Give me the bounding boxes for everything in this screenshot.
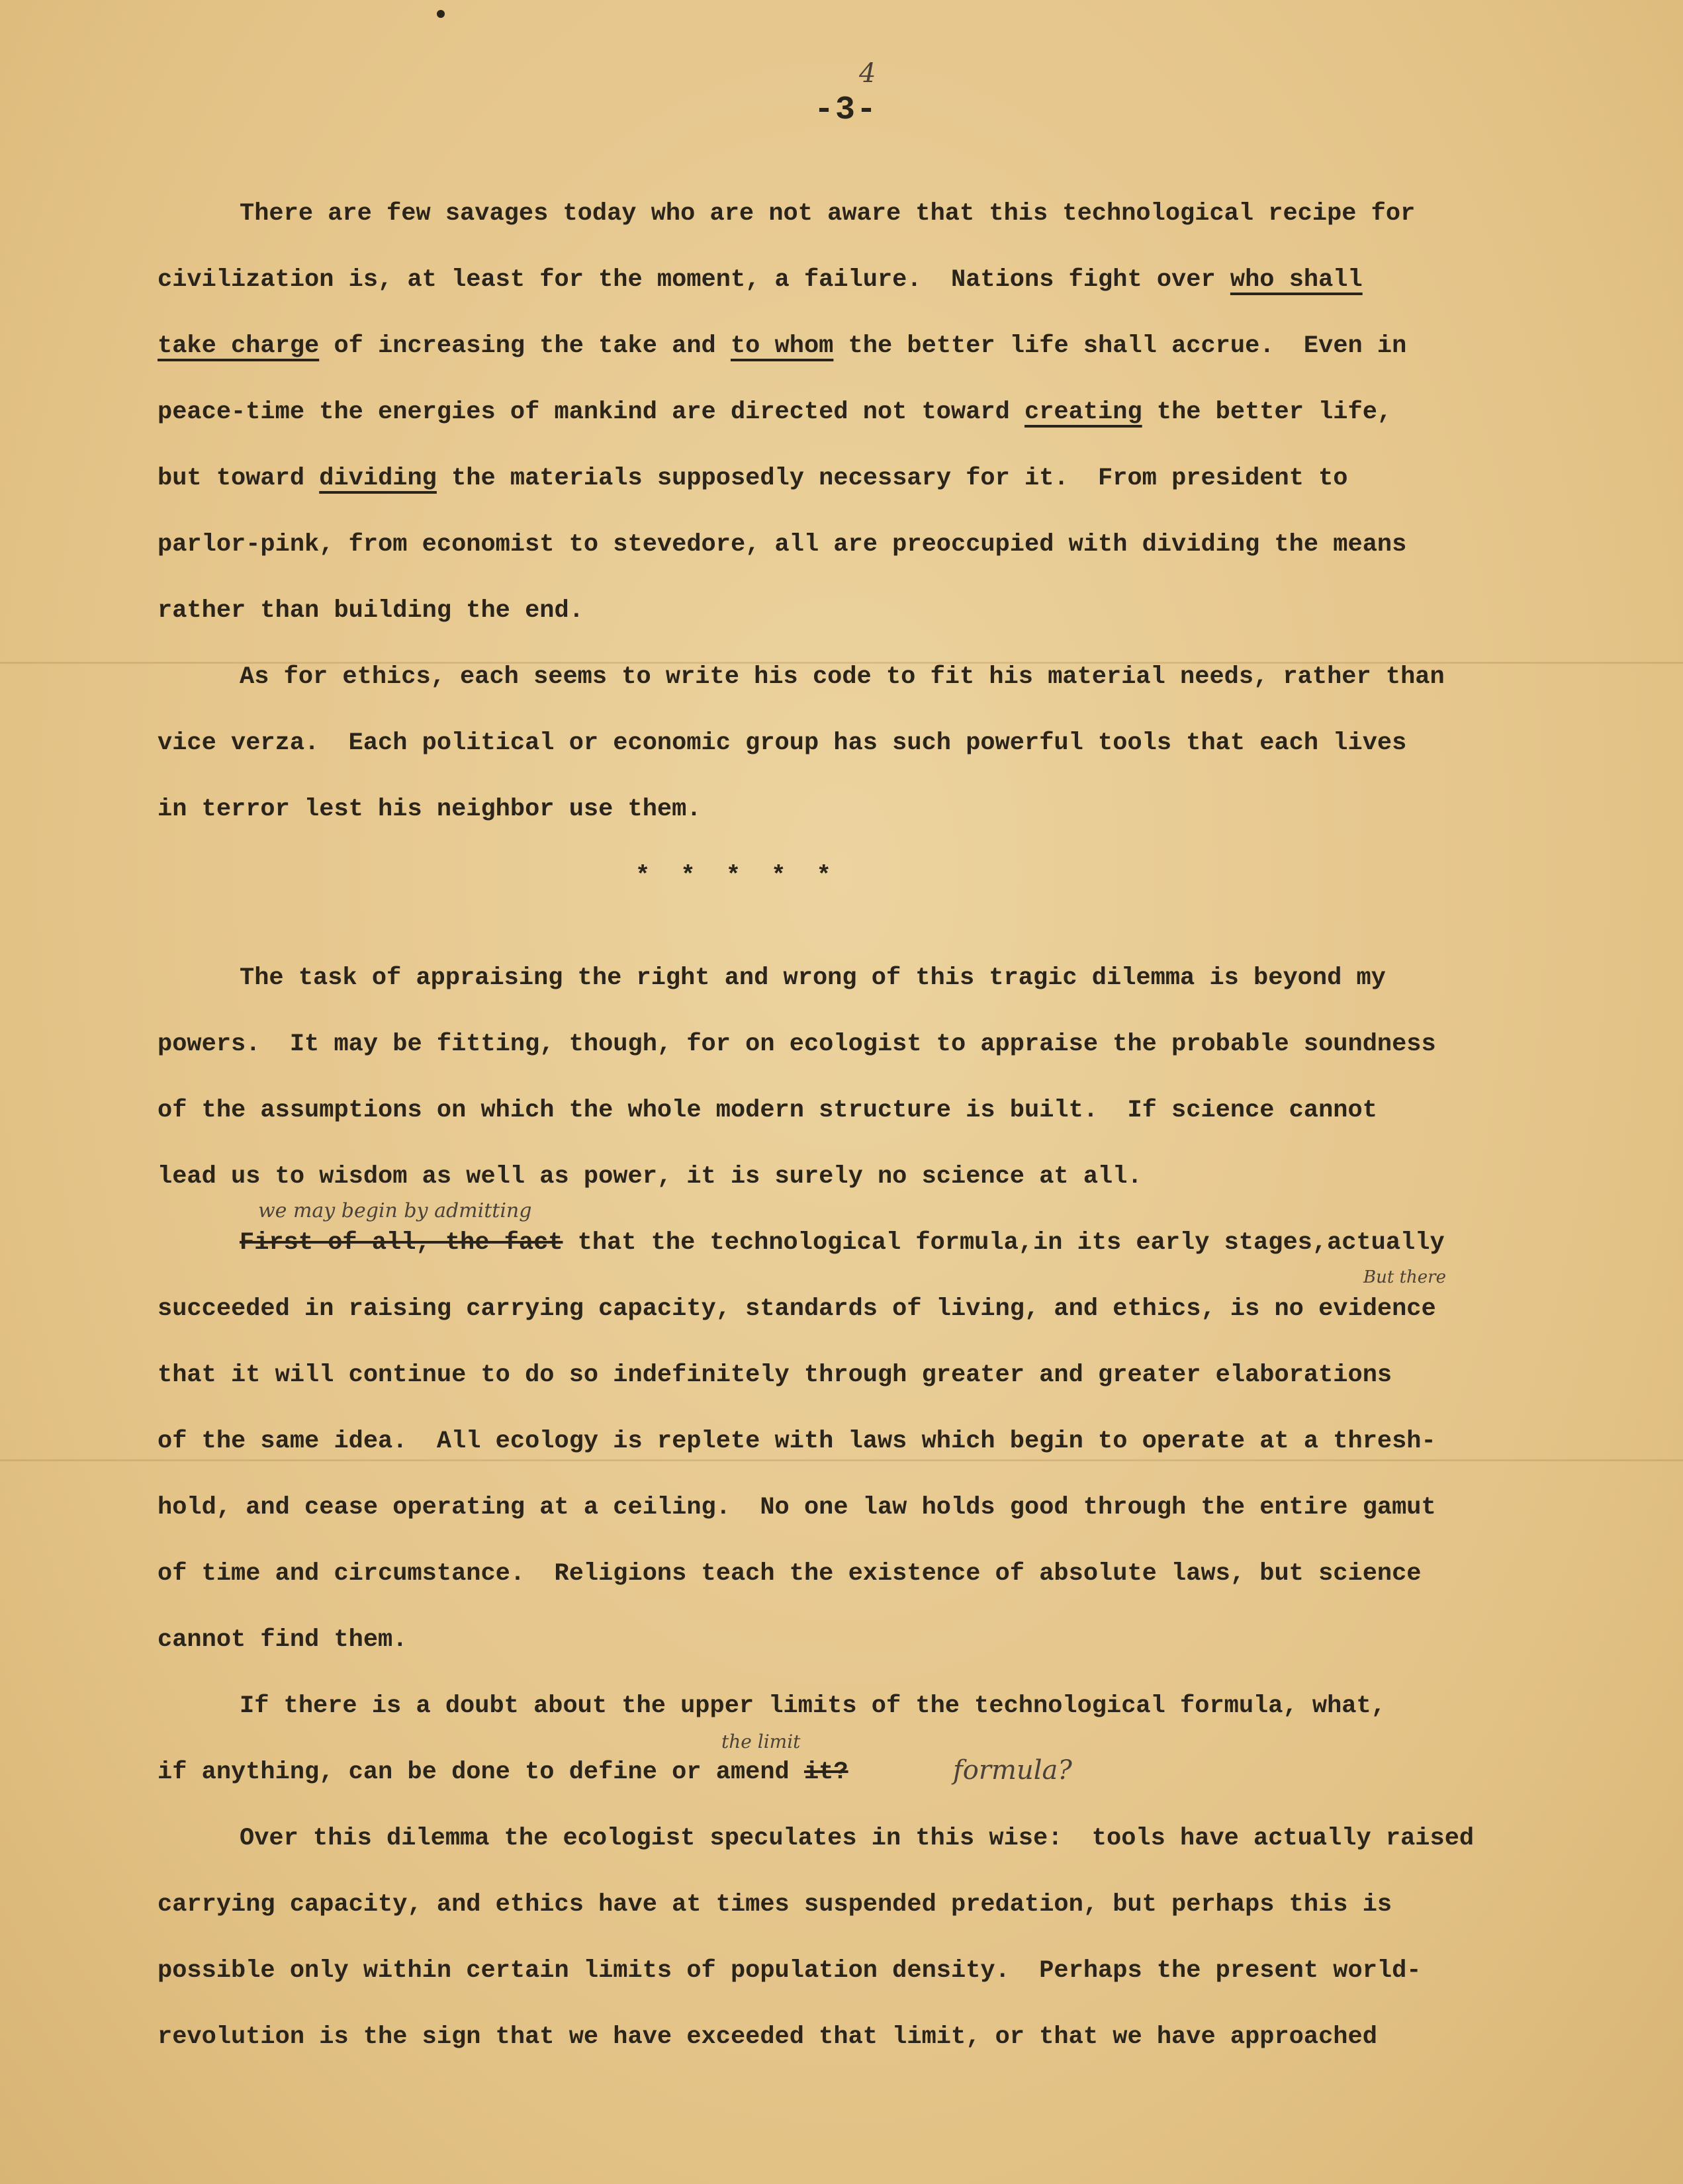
text-line: of the assumptions on which the whole modern structure is built. If science cannot [158,1097,1377,1124]
text-line: The task of appraising the right and wrong of this tragic dilemma is beyond my [240,964,1386,992]
handwritten-insertion: But there [1363,1267,1446,1287]
text-line: There are few savages today who are not aware that this technological recipe for [240,200,1416,228]
text-line: rather than building the end. [158,597,584,625]
underlined-text: take charge [158,332,320,360]
underlined-text: who shall [1230,266,1363,294]
text-line: powers. It may be fitting, though, for on ecologist to appraise the probable soundness [158,1030,1436,1058]
page-number: -3- [814,91,878,129]
text-line: First of all, the fact that the technological formula,in its early stages,actually [240,1229,1445,1257]
underlined-text: to whom [730,332,834,360]
text-line: take charge of increasing the take and to whom the better life shall accrue. Even in [158,332,1407,360]
text-line: vice verza. Each political or economic group has such powerful tools that each lives [158,729,1407,757]
text-line: Over this dilemma the ecologist speculates in this wise: tools have actually raised [240,1825,1475,1852]
text-line: peace-time the energies of mankind are directed not toward creating the better life, [158,398,1392,426]
text-line: possible only within certain limits of population density. Perhaps the present world- [158,1957,1422,1985]
text-line: As for ethics, each seems to write his code to fit his material needs, rather than [240,663,1445,691]
underlined-text: creating [1024,398,1142,426]
text-line: of time and circumstance. Religions teach the existence of absolute laws, but science [158,1560,1422,1588]
section-separator: * * * * * [635,862,839,890]
paper-fold [0,1459,1683,1461]
text-line: civilization is, at least for the moment, a failure. Nations fight over who shall [158,266,1363,294]
text-line: If there is a doubt about the upper limits of the technological formula, what, [240,1692,1386,1720]
text-line: parlor-pink, from economist to stevedore, all are preoccupied with dividing the means [158,531,1407,559]
text-line: hold, and cease operating at a ceiling. No one law holds good through the entire gamut [158,1494,1436,1522]
text-line: in terror lest his neighbor use them. [158,796,702,823]
struck-text: First of all, the fact [240,1229,563,1257]
ink-speck [437,10,445,18]
text-line: but toward dividing the materials supposedly necessary for it. From president to [158,465,1348,492]
handwritten-insertion: formula? [953,1755,1072,1786]
text-line: carrying capacity, and ethics have at times suspended predation, but perhaps this is [158,1891,1392,1919]
text-line: if anything, can be done to define or amend it? [158,1758,848,1786]
text-line: lead us to wisdom as well as power, it is surely no science at all. [158,1163,1142,1191]
text-line: that it will continue to do so indefinitely through greater and greater elaborations [158,1361,1392,1389]
text-line: of the same idea. All ecology is replete with laws which begin to operate at a thresh- [158,1428,1436,1455]
text-line: succeeded in raising carrying capacity, standards of living, and ethics, is no evidence [158,1295,1436,1323]
handwritten-page-number: 4 [859,58,876,89]
text-line: cannot find them. [158,1626,408,1654]
handwritten-insertion: we may begin by admitting [258,1199,532,1222]
underlined-text: dividing [319,465,437,492]
handwritten-insertion: the limit [721,1731,801,1752]
struck-text: it? [803,1758,848,1786]
text-line: revolution is the sign that we have exceeded that limit, or that we have approached [158,2023,1377,2051]
